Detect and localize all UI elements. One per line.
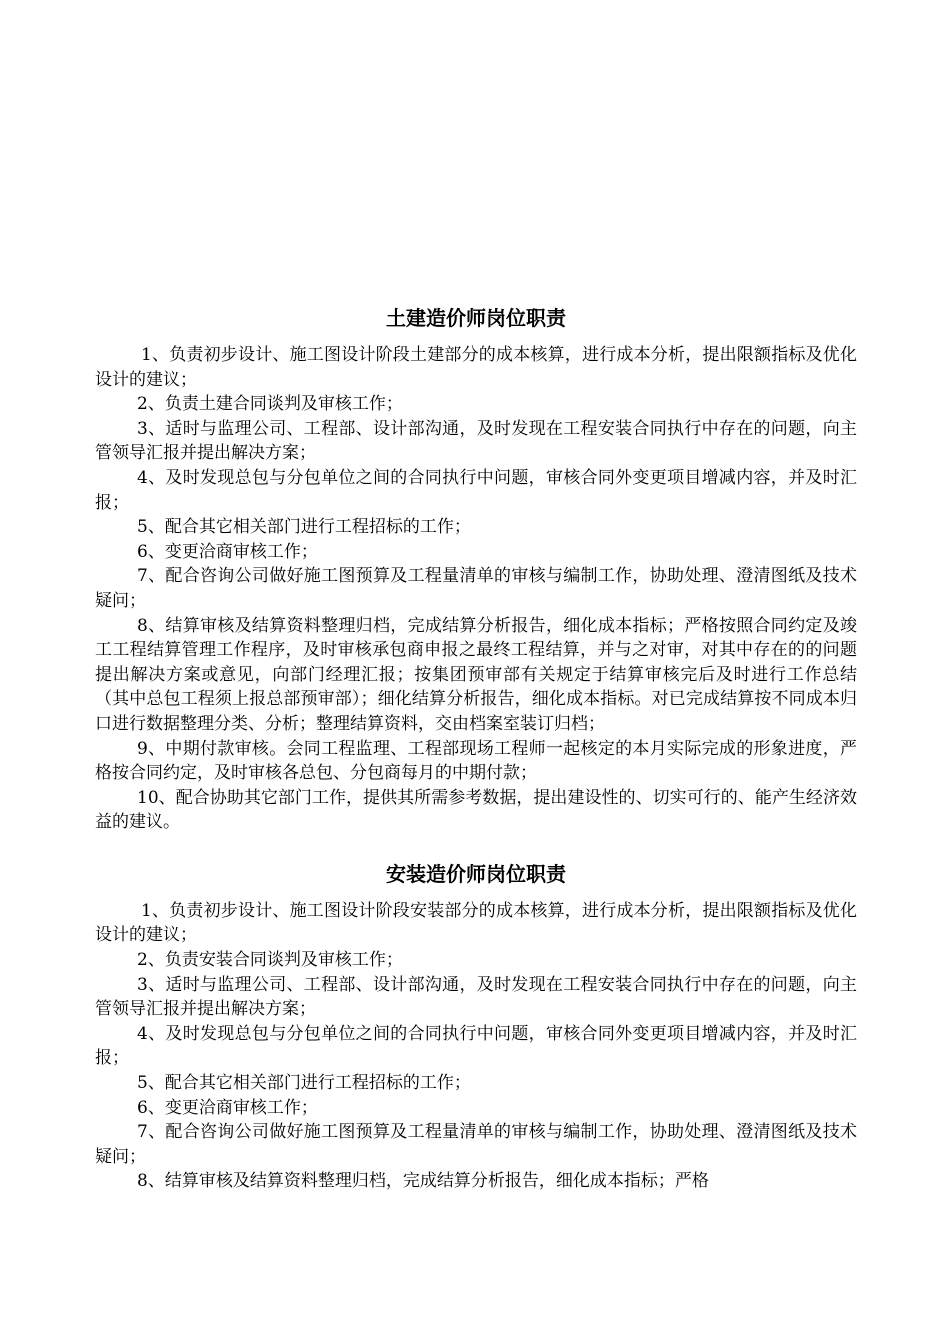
duty-item: 2、负责土建合同谈判及审核工作； (137, 394, 403, 415)
duty-item: 1、负责初步设计、施工图设计阶段土建部分的成本核算，进行成本分析，提出限额指标及优化设计的建议； (95, 345, 857, 390)
duty-item: 6、变更洽商审核工作； (137, 1097, 318, 1118)
duty-item: 8、结算审核及结算资料整理归档，完成结算分析报告，细化成本指标；严格按照合同约定及竣工工程结算管理工作程序，及时审核承包商申报之最终工程结算，并与之对审，对其中存在的的问题提出解决方案或意见，向部门经理汇报；按集团预审部有关规定于结算审核完后及时进行工作总结（其中总包工程须上报总部预审部）；细化结算分析报告，细化成本指标。对已完成结算按不同成本归口进行数据整理分类、分析；整理结算资料，交由档案室装订归档； (95, 615, 857, 734)
duty-item: 4、及时发现总包与分包单位之间的合同执行中问题，审核合同外变更项目增减内容，并及时汇报； (95, 1023, 857, 1069)
section-civil-cost-engineer (95, 305, 857, 835)
section-title: 安装造价师岗位职责 (386, 861, 566, 886)
duty-item: 3、适时与监理公司、工程部、设计部沟通，及时发现在工程安装合同执行中存在的问题，向主管领导汇报并提出解决方案； (95, 418, 857, 464)
section-installation-cost-engineer (95, 861, 857, 1194)
duty-item: 4、及时发现总包与分包单位之间的合同执行中问题，审核合同外变更项目增减内容，并及时汇报； (95, 467, 857, 513)
duty-item: 5、配合其它相关部门进行工程招标的工作； (137, 517, 471, 538)
duty-item: 6、变更洽商审核工作； (137, 541, 318, 562)
duty-item: 7、配合咨询公司做好施工图预算及工程量清单的审核与编制工作，协助处理、澄清图纸及技术疑问； (95, 566, 857, 611)
duty-item: 3、适时与监理公司、工程部、设计部沟通，及时发现在工程安装合同执行中存在的问题，向主管领导汇报并提出解决方案； (95, 974, 857, 1020)
duty-item: 1、负责初步设计、施工图设计阶段安装部分的成本核算，进行成本分析，提出限额指标及优化设计的建议； (95, 900, 857, 946)
duty-item: 10、配合协助其它部门工作，提供其所需参考数据，提出建设性的、切实可行的、能产生经济效益的建议。 (95, 787, 857, 833)
duty-item: 2、负责安装合同谈判及审核工作； (137, 950, 403, 971)
document-page (95, 305, 857, 1194)
duty-item: 8、结算审核及结算资料整理归档，完成结算分析报告，细化成本指标；严格 (137, 1171, 709, 1192)
duty-item: 5、配合其它相关部门进行工程招标的工作； (137, 1073, 471, 1094)
duty-item: 7、配合咨询公司做好施工图预算及工程量清单的审核与编制工作，协助处理、澄清图纸及技术疑问； (95, 1122, 857, 1167)
duty-item: 9、中期付款审核。会同工程监理、工程部现场工程师一起核定的本月实际完成的形象进度，严格按合同约定，及时审核各总包、分包商每月的中期付款； (95, 738, 857, 784)
section-title: 土建造价师岗位职责 (386, 306, 566, 330)
